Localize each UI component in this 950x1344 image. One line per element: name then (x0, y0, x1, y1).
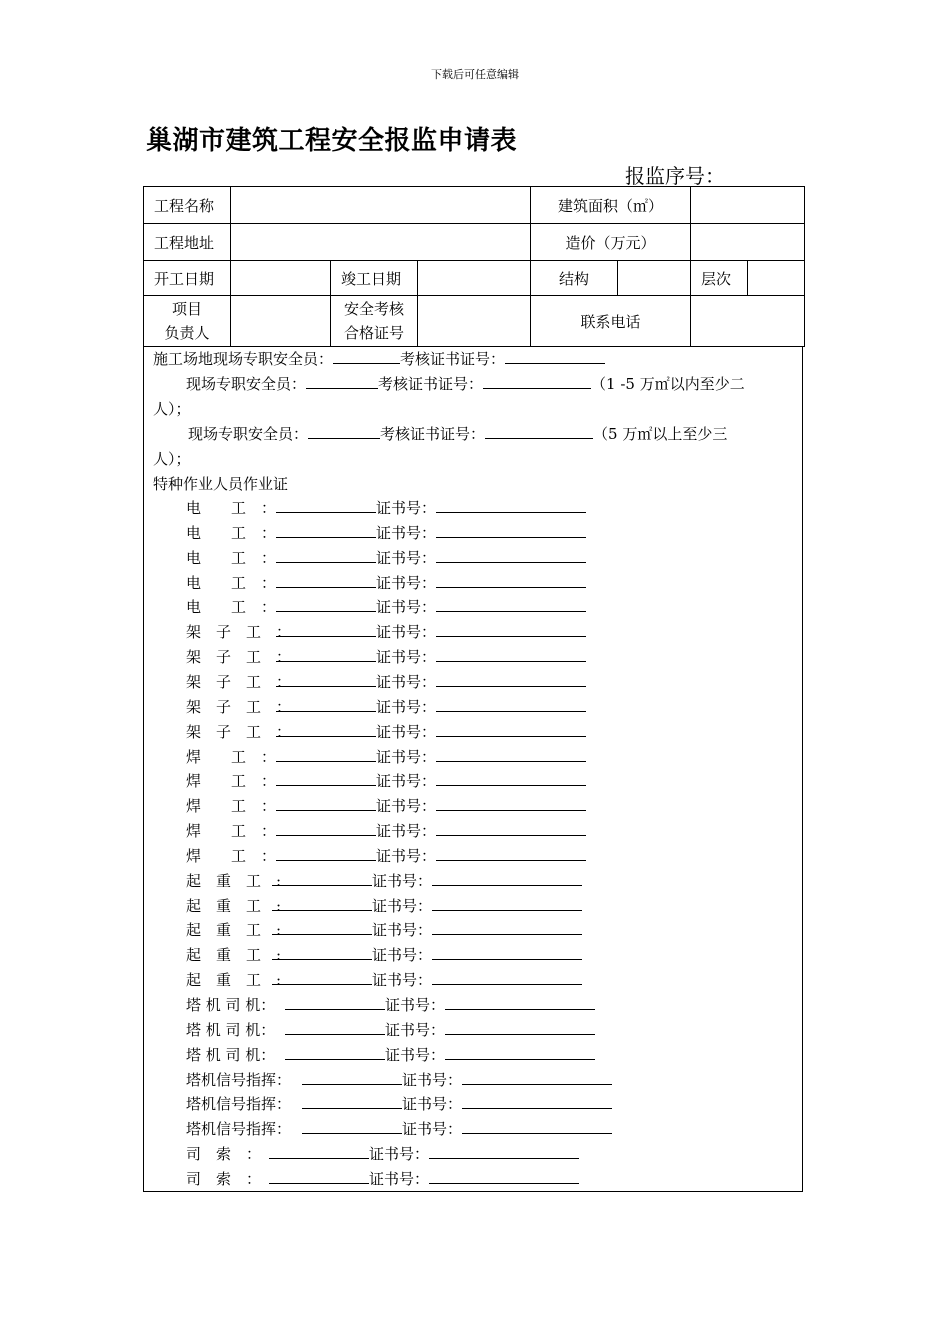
worker-cert-blank[interactable] (436, 573, 586, 588)
worker-row (186, 846, 586, 866)
worker-cert-label: 证书号： (369, 1145, 430, 1164)
worker-type-label: 塔机信号指挥： (186, 1070, 292, 1089)
worker-cert-label: 证书号： (376, 747, 437, 766)
worker-type-label: 司 索 ： (186, 1169, 262, 1188)
floors-field[interactable] (748, 261, 805, 296)
worker-cert-blank[interactable] (445, 995, 595, 1010)
worker-row (186, 548, 586, 568)
project-name-field[interactable] (231, 187, 531, 224)
worker-cert-label: 证书号： (385, 1045, 446, 1064)
worker-cert-label: 证书号： (376, 598, 437, 617)
worker-cert-blank[interactable] (432, 970, 582, 985)
worker-type-label: 架 子 工 ： (186, 648, 292, 667)
worker-cert-blank[interactable] (436, 622, 586, 637)
worker-cert-blank[interactable] (436, 498, 586, 513)
officer-1-cert-blank[interactable] (483, 374, 591, 389)
worker-row (186, 821, 586, 841)
worker-cert-label: 证书号： (376, 499, 437, 517)
worker-cert-label: 证书号： (372, 871, 433, 890)
structure-field[interactable] (618, 261, 691, 296)
project-name-label: 工程名称 (144, 187, 231, 224)
safety-cert-field[interactable] (418, 296, 531, 347)
officer-label: 现场专职安全员： (188, 425, 309, 443)
project-manager-label-line1: 项目 (171, 300, 202, 318)
worker-type-label: 电 工 ： (186, 573, 277, 592)
worker-type-label: 焊 工 ： (186, 822, 277, 841)
worker-type-label: 起 重 工 : (186, 971, 282, 990)
worker-cert-label: 证书号： (376, 523, 437, 542)
worker-cert-label: 证书号： (372, 921, 433, 940)
worker-cert-blank[interactable] (462, 1119, 612, 1134)
project-address-field[interactable] (231, 224, 531, 261)
worker-type-label: 架 子 工 ： (186, 722, 292, 741)
site-officer-cert-blank[interactable] (505, 349, 605, 364)
worker-type-label: 焊 工 ： (186, 797, 277, 816)
worker-cert-blank[interactable] (436, 672, 586, 687)
project-address-label: 工程地址 (144, 224, 231, 261)
officer-2-blank[interactable] (308, 424, 380, 439)
building-area-field[interactable] (691, 187, 805, 224)
worker-row (186, 970, 582, 990)
worker-name-blank[interactable] (276, 498, 376, 513)
worker-type-label: 架 子 工 ： (186, 623, 292, 642)
officer-line-1 (186, 374, 745, 394)
worker-row (186, 796, 586, 816)
worker-name-blank[interactable] (276, 747, 376, 762)
worker-cert-blank[interactable] (436, 796, 586, 811)
worker-row (186, 1119, 612, 1139)
document-title: 巢湖市建筑工程安全报监申请表 (146, 126, 518, 156)
worker-name-blank[interactable] (272, 970, 372, 985)
worker-cert-blank[interactable] (436, 697, 586, 712)
worker-cert-label: 证书号： (372, 946, 433, 965)
worker-type-label: 塔 机 司 机： (186, 996, 276, 1014)
worker-row (186, 722, 586, 742)
worker-type-label: 塔机信号指挥： (186, 1095, 292, 1114)
worker-name-blank[interactable] (285, 1045, 385, 1060)
worker-row (186, 871, 582, 891)
worker-name-blank[interactable] (276, 573, 376, 588)
safety-cert-label-line2: 合格证号 (343, 324, 404, 342)
worker-name-blank[interactable] (269, 1144, 369, 1159)
worker-row (186, 1020, 595, 1040)
worker-row (186, 747, 586, 767)
worker-cert-blank[interactable] (436, 846, 586, 861)
officer-label: 现场专职安全员： (186, 375, 307, 393)
worker-type-label: 塔 机 司 机： (186, 1020, 276, 1039)
worker-name-blank[interactable] (276, 722, 376, 737)
worker-row (186, 647, 586, 667)
worker-cert-label: 证书号： (376, 846, 437, 865)
worker-cert-blank[interactable] (436, 523, 586, 538)
worker-row (186, 573, 586, 593)
worker-type-label: 电 工 ： (186, 523, 277, 542)
worker-name-blank[interactable] (272, 920, 372, 935)
worker-row (186, 498, 586, 518)
worker-name-blank[interactable] (272, 945, 372, 960)
worker-type-label: 司 索 ： (186, 1145, 262, 1164)
worker-cert-blank[interactable] (429, 1144, 579, 1159)
worker-cert-label: 证书号： (376, 573, 437, 592)
worker-name-blank[interactable] (276, 697, 376, 712)
worker-cert-label: 证书号： (402, 1095, 463, 1114)
worker-type-label: 起 重 工 : (186, 896, 282, 915)
worker-cert-label: 证书号： (376, 772, 437, 791)
start-date-field[interactable] (231, 261, 331, 296)
officer-1-blank[interactable] (306, 374, 378, 389)
worker-row (186, 945, 582, 965)
completion-date-label: 竣工日期 (331, 261, 418, 296)
cost-field[interactable] (691, 224, 805, 261)
completion-date-field[interactable] (418, 261, 531, 296)
worker-type-label: 焊 工 ： (186, 747, 277, 766)
officer-1-note: （1 -5 万㎡以内至少二 (591, 375, 745, 393)
worker-type-label: 起 重 工 : (186, 921, 282, 940)
floors-label: 层次 (691, 261, 748, 296)
officer-1-note-continued: 人）； (153, 400, 191, 418)
worker-cert-blank[interactable] (432, 945, 582, 960)
worker-name-blank[interactable] (272, 896, 372, 911)
worker-name-blank[interactable] (302, 1094, 402, 1109)
worker-cert-label: 证书号： (376, 672, 437, 691)
worker-type-label: 焊 工 ： (186, 772, 277, 791)
worker-row (186, 1169, 579, 1189)
worker-cert-blank[interactable] (462, 1094, 612, 1109)
cost-label: 造价（万元） (531, 224, 691, 261)
worker-cert-label: 证书号： (385, 996, 446, 1014)
worker-name-blank[interactable] (276, 597, 376, 612)
worker-cert-label: 证书号： (402, 1070, 463, 1089)
serial-number-label: 报监序号： (625, 164, 725, 188)
worker-cert-label: 证书号： (376, 697, 437, 716)
worker-row (186, 523, 586, 543)
worker-cert-label: 证书号： (385, 1020, 446, 1039)
worker-cert-blank[interactable] (436, 597, 586, 612)
worker-name-blank[interactable] (285, 995, 385, 1010)
officer-2-cert-label: 考核证书证号： (380, 425, 486, 443)
site-officer-cert-label: 考核证书证号： (400, 350, 506, 368)
worker-type-label: 架 子 工 ： (186, 697, 292, 716)
worker-name-blank[interactable] (276, 523, 376, 538)
worker-name-blank[interactable] (276, 821, 376, 836)
worker-cert-blank[interactable] (436, 771, 586, 786)
worker-type-label: 电 工 ： (186, 598, 277, 617)
worker-cert-label: 证书号： (372, 896, 433, 915)
worker-type-label: 塔机信号指挥： (186, 1120, 292, 1139)
worker-row (186, 1045, 595, 1065)
worker-cert-blank[interactable] (445, 1020, 595, 1035)
special-workers-heading: 特种作业人员作业证 (153, 475, 289, 493)
personnel-section (143, 346, 803, 1192)
contact-phone-field[interactable] (691, 296, 805, 347)
worker-cert-blank[interactable] (429, 1169, 579, 1184)
header-note: 下载后可任意编辑 (431, 68, 519, 81)
worker-name-blank[interactable] (276, 846, 376, 861)
project-info-table (143, 186, 805, 347)
worker-row (186, 1144, 579, 1164)
worker-cert-blank[interactable] (462, 1070, 612, 1085)
worker-cert-label: 证书号： (402, 1120, 463, 1139)
officer-1-cert-label: 考核证书证号： (378, 375, 484, 393)
start-date-label: 开工日期 (144, 261, 231, 296)
worker-cert-label: 证书号： (376, 548, 437, 567)
worker-type-label: 架 子 工 ： (186, 672, 292, 691)
worker-type-label: 电 工 ： (186, 499, 277, 517)
worker-name-blank[interactable] (302, 1070, 402, 1085)
worker-cert-label: 证书号： (376, 822, 437, 841)
worker-cert-label: 证书号： (376, 648, 437, 667)
site-officer-label: 施工场地现场专职安全员： (153, 350, 334, 368)
worker-cert-blank[interactable] (436, 722, 586, 737)
project-manager-field[interactable] (231, 296, 331, 347)
worker-cert-blank[interactable] (432, 871, 582, 886)
site-officer-line (153, 349, 605, 369)
worker-cert-label: 证书号： (376, 623, 437, 642)
officer-2-cert-blank[interactable] (485, 424, 593, 439)
project-manager-label-line2: 负责人 (164, 324, 210, 342)
worker-name-blank[interactable] (272, 871, 372, 886)
worker-type-label: 起 重 工 : (186, 871, 282, 890)
worker-row (186, 697, 586, 717)
worker-row (186, 597, 586, 617)
worker-type-label: 电 工 ： (186, 548, 277, 567)
worker-row (186, 771, 586, 791)
worker-name-blank[interactable] (269, 1169, 369, 1184)
worker-cert-blank[interactable] (445, 1045, 595, 1060)
worker-name-blank[interactable] (276, 672, 376, 687)
worker-row (186, 920, 582, 940)
worker-type-label: 塔 机 司 机： (186, 1045, 276, 1064)
worker-name-blank[interactable] (276, 647, 376, 662)
worker-cert-blank[interactable] (436, 647, 586, 662)
project-manager-label (144, 296, 231, 347)
worker-row (186, 622, 586, 642)
site-officer-blank[interactable] (333, 349, 400, 364)
worker-row (186, 896, 582, 916)
worker-type-label: 起 重 工 : (186, 946, 282, 965)
worker-cert-label: 证书号： (376, 722, 437, 741)
structure-label: 结构 (531, 261, 618, 296)
worker-type-label: 焊 工 ： (186, 846, 277, 865)
contact-phone-label: 联系电话 (531, 296, 691, 347)
worker-name-blank[interactable] (276, 548, 376, 563)
worker-cert-blank[interactable] (432, 896, 582, 911)
officer-line-2 (188, 424, 727, 444)
safety-cert-label (331, 296, 418, 347)
worker-cert-label: 证书号： (376, 797, 437, 816)
officer-2-note: （5 万㎡以上至少三 (593, 425, 728, 443)
worker-name-blank[interactable] (276, 771, 376, 786)
worker-name-blank[interactable] (276, 622, 376, 637)
worker-cert-blank[interactable] (436, 548, 586, 563)
worker-name-blank[interactable] (276, 796, 376, 811)
worker-name-blank[interactable] (302, 1119, 402, 1134)
worker-name-blank[interactable] (285, 1020, 385, 1035)
officer-2-note-continued: 人）； (153, 450, 191, 468)
worker-row (186, 672, 586, 692)
worker-cert-blank[interactable] (436, 821, 586, 836)
worker-cert-label: 证书号： (372, 971, 433, 990)
safety-cert-label-line1: 安全考核 (343, 300, 404, 318)
worker-row (186, 1094, 612, 1114)
worker-row (186, 995, 595, 1015)
worker-cert-label: 证书号： (369, 1169, 430, 1188)
worker-cert-blank[interactable] (432, 920, 582, 935)
building-area-label: 建筑面积（㎡） (531, 187, 691, 224)
worker-row (186, 1070, 612, 1090)
worker-cert-blank[interactable] (436, 747, 586, 762)
